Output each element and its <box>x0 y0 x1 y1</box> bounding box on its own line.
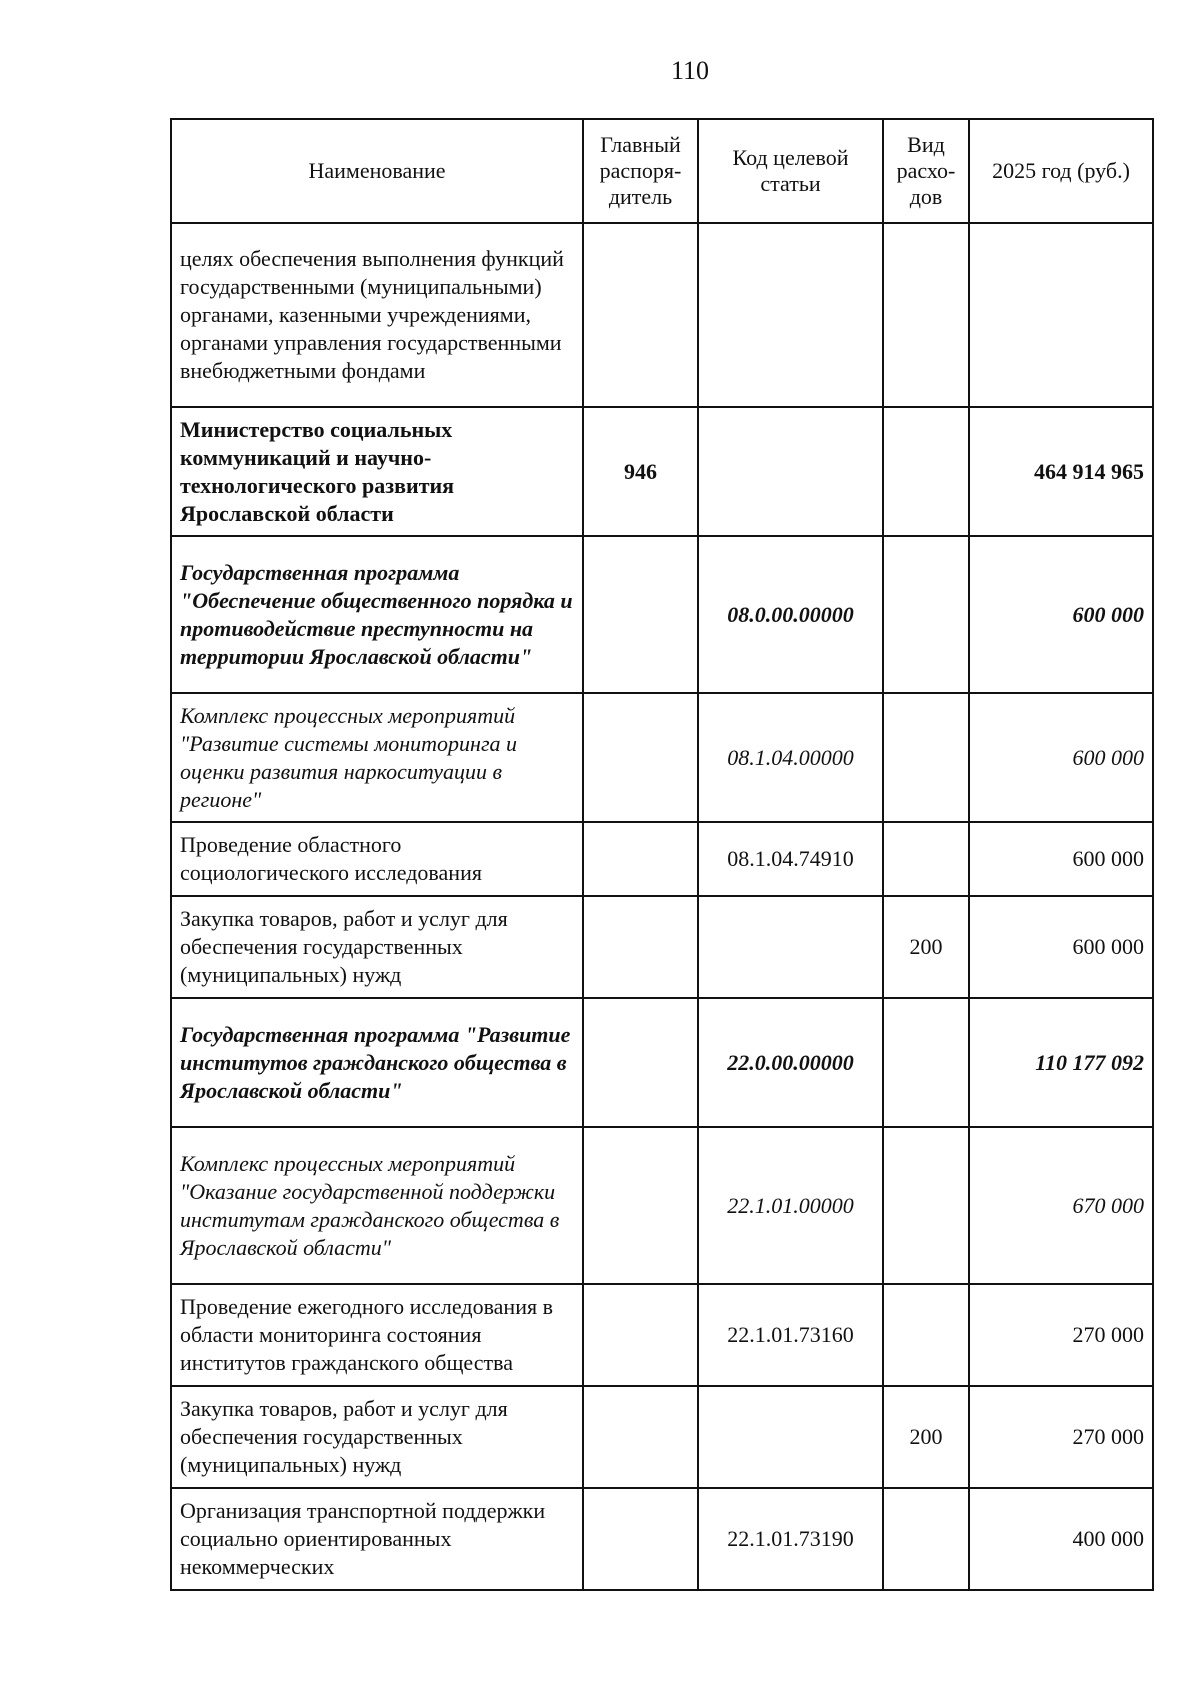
cell-code: 22.1.01.73160 <box>698 1284 883 1386</box>
cell-grbs <box>583 822 698 896</box>
cell-grbs <box>583 1127 698 1284</box>
cell-name: Государственная программа "Развитие институтов гражданского общества в Ярославской области" <box>171 998 583 1127</box>
cell-vid <box>883 998 969 1127</box>
cell-code: 22.0.00.00000 <box>698 998 883 1127</box>
table-row <box>171 1386 1153 1488</box>
cell-name: Закупка товаров, работ и услуг для обеспечения государственных (муниципальных) нужд <box>171 1386 583 1488</box>
cell-amount: 464 914 965 <box>969 407 1153 536</box>
cell-name: Организация транспортной поддержки социально ориентированных некоммерческих <box>171 1488 583 1590</box>
cell-amount: 600 000 <box>969 896 1153 998</box>
table-body <box>171 223 1153 1590</box>
table-header-row <box>171 119 1153 223</box>
cell-grbs <box>583 896 698 998</box>
table-row <box>171 1127 1153 1284</box>
cell-vid <box>883 1284 969 1386</box>
cell-name: Министерство социальных коммуникаций и научно-технологического развития Ярославской области <box>171 407 583 536</box>
cell-code: 08.0.00.00000 <box>698 536 883 693</box>
cell-vid <box>883 407 969 536</box>
header-amount: 2025 год (руб.) <box>969 119 1153 223</box>
cell-name: Проведение ежегодного исследования в области мониторинга состояния институтов гражданского общества <box>171 1284 583 1386</box>
cell-amount: 270 000 <box>969 1284 1153 1386</box>
cell-vid <box>883 536 969 693</box>
cell-grbs <box>583 223 698 407</box>
cell-amount: 600 000 <box>969 693 1153 822</box>
cell-amount: 110 177 092 <box>969 998 1153 1127</box>
cell-code: 22.1.01.00000 <box>698 1127 883 1284</box>
cell-vid <box>883 1488 969 1590</box>
cell-amount: 670 000 <box>969 1127 1153 1284</box>
cell-name: Комплекс процессных мероприятий "Развитие системы мониторинга и оценки развития наркоситуации в регионе" <box>171 693 583 822</box>
table-row <box>171 998 1153 1127</box>
cell-code: 22.1.01.73190 <box>698 1488 883 1590</box>
cell-vid <box>883 693 969 822</box>
cell-grbs <box>583 1284 698 1386</box>
page-number: 110 <box>670 56 710 85</box>
cell-grbs <box>583 998 698 1127</box>
table-row <box>171 1284 1153 1386</box>
cell-code <box>698 1386 883 1488</box>
table-row <box>171 896 1153 998</box>
budget-table <box>170 118 1154 1591</box>
table-row <box>171 693 1153 822</box>
header-grbs: Главный распоря-дитель <box>583 119 698 223</box>
cell-grbs <box>583 1386 698 1488</box>
table-row <box>171 536 1153 693</box>
cell-code <box>698 223 883 407</box>
cell-vid: 200 <box>883 896 969 998</box>
cell-amount: 600 000 <box>969 822 1153 896</box>
cell-amount: 400 000 <box>969 1488 1153 1590</box>
cell-name: целях обеспечения выполнения функций государственными (муниципальными) органами, казенными учреждениями, органами управления государственными внебюджетными фондами <box>171 223 583 407</box>
cell-code: 08.1.04.00000 <box>698 693 883 822</box>
cell-grbs <box>583 536 698 693</box>
cell-code: 08.1.04.74910 <box>698 822 883 896</box>
table-row <box>171 1488 1153 1590</box>
cell-name: Закупка товаров, работ и услуг для обеспечения государственных (муниципальных) нужд <box>171 896 583 998</box>
header-code: Код целевой статьи <box>698 119 883 223</box>
cell-name: Комплекс процессных мероприятий "Оказание государственной поддержки институтам гражданского общества в Ярославской области" <box>171 1127 583 1284</box>
cell-code <box>698 407 883 536</box>
cell-amount: 600 000 <box>969 536 1153 693</box>
cell-code <box>698 896 883 998</box>
table-row <box>171 407 1153 536</box>
header-name: Наименование <box>171 119 583 223</box>
cell-amount <box>969 223 1153 407</box>
cell-name: Государственная программа "Обеспечение общественного порядка и противодействие преступности на территории Ярославской области" <box>171 536 583 693</box>
cell-vid: 200 <box>883 1386 969 1488</box>
header-vid: Вид расхо-дов <box>883 119 969 223</box>
table-row <box>171 822 1153 896</box>
cell-grbs <box>583 1488 698 1590</box>
cell-vid <box>883 1127 969 1284</box>
cell-grbs <box>583 693 698 822</box>
cell-grbs: 946 <box>583 407 698 536</box>
cell-name: Проведение областного социологического исследования <box>171 822 583 896</box>
cell-amount: 270 000 <box>969 1386 1153 1488</box>
cell-vid <box>883 223 969 407</box>
table-row <box>171 223 1153 407</box>
cell-vid <box>883 822 969 896</box>
